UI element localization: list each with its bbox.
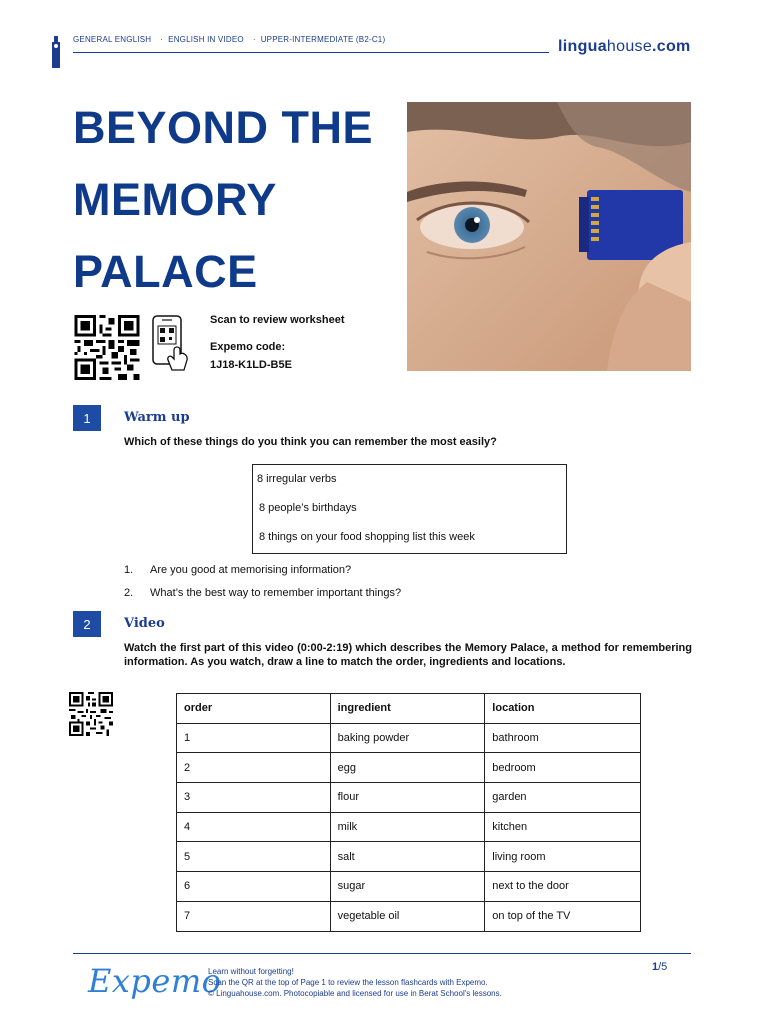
table-row	[177, 901, 641, 931]
column-header-location: location	[485, 694, 641, 724]
hero-photo-sd-card	[407, 102, 691, 371]
total-pages: /5	[658, 961, 668, 973]
breadcrumb-separator: ·	[160, 35, 164, 44]
footer-tagline: Learn without forgetting!	[208, 967, 294, 976]
page-title	[73, 92, 403, 308]
table-row	[177, 812, 641, 842]
table-cell: 1	[177, 723, 331, 753]
table-cell: living room	[485, 842, 641, 872]
scan-info	[210, 313, 345, 385]
column-header-order: order	[177, 694, 331, 724]
table-cell: 6	[177, 872, 331, 902]
brand-logo	[558, 38, 691, 56]
table-cell: bathroom	[485, 723, 641, 753]
scan-prompt: Scan to review worksheet	[210, 314, 345, 326]
qr-code-icon[interactable]	[73, 315, 141, 380]
table-cell: flour	[330, 783, 485, 813]
expemo-code-label: Expemo code:	[210, 341, 286, 353]
table-row	[177, 842, 641, 872]
table-cell: on top of the TV	[485, 901, 641, 931]
table-cell: 4	[177, 812, 331, 842]
current-page: 1	[652, 961, 659, 973]
page-number	[652, 961, 667, 973]
table-cell: garden	[485, 783, 641, 813]
table-cell: baking powder	[330, 723, 485, 753]
table-cell: bedroom	[485, 753, 641, 783]
list-item	[124, 587, 401, 610]
discussion-list	[124, 564, 401, 610]
table-cell: 5	[177, 842, 331, 872]
list-text: Are you good at memorising information?	[150, 564, 352, 576]
brand-part: lingua	[558, 38, 607, 55]
table-cell: milk	[330, 812, 485, 842]
title-line: MEMORY	[73, 174, 277, 225]
video-instructions: Watch the first part of this video (0:00-2:19) which describes the Memory Palace, a method for remembering information. As you watch, draw a line to match the order, ingredients and locations.	[124, 642, 692, 668]
choice-item: 8 irregular verbs	[257, 473, 337, 485]
table-cell: sugar	[330, 872, 485, 902]
choice-item: 8 things on your food shopping list this week	[259, 531, 475, 543]
breadcrumb	[73, 35, 389, 44]
table-cell: kitchen	[485, 812, 641, 842]
list-number: 1.	[124, 564, 134, 576]
table-cell: 2	[177, 753, 331, 783]
section-number-badge: 2	[73, 611, 101, 637]
table-row	[177, 872, 641, 902]
table-row	[177, 723, 641, 753]
section-title-video: Video	[124, 616, 165, 631]
section-number-badge: 1	[73, 405, 101, 431]
table-row	[177, 783, 641, 813]
section-title-warm-up: Warm up	[124, 410, 190, 425]
column-header-ingredient: ingredient	[330, 694, 485, 724]
header-divider	[73, 52, 549, 53]
breadcrumb-item: UPPER-INTERMEDIATE (B2-C1)	[260, 35, 386, 44]
footer-copyright: © Linguahouse.com. Photocopiable and licensed for use in Berat School's lessons.	[208, 989, 502, 998]
choices-box	[252, 464, 567, 554]
phone-scan-icon	[150, 314, 190, 372]
list-number: 2.	[124, 587, 134, 599]
table-cell: salt	[330, 842, 485, 872]
choice-item: 8 people’s birthdays	[259, 502, 357, 514]
table-cell: 3	[177, 783, 331, 813]
table-cell: egg	[330, 753, 485, 783]
expemo-logo: Expemo	[88, 962, 222, 1000]
list-item	[124, 564, 401, 587]
title-line: BEYOND THE	[73, 102, 374, 153]
table-cell: vegetable oil	[330, 901, 485, 931]
expemo-code: 1J18-K1LD-B5E	[210, 359, 292, 371]
big-ben-icon	[50, 36, 62, 68]
footer-divider	[73, 953, 691, 954]
table-header-row	[177, 694, 641, 724]
table-row	[177, 753, 641, 783]
table-cell: 7	[177, 901, 331, 931]
footer-instruction: Scan the QR at the top of Page 1 to review the lesson flashcards with Expemo.	[208, 978, 488, 987]
list-text: What’s the best way to remember important things?	[150, 587, 402, 599]
video-qr-code-icon[interactable]	[68, 692, 114, 736]
title-line: PALACE	[73, 246, 258, 297]
breadcrumb-separator: ·	[252, 35, 256, 44]
breadcrumb-item: ENGLISH IN VIDEO	[168, 35, 244, 44]
brand-part: .com	[652, 38, 691, 55]
matching-table	[176, 693, 641, 932]
warm-up-question: Which of these things do you think you can remember the most easily?	[124, 436, 497, 448]
brand-part: house	[606, 38, 653, 55]
footer-text	[208, 966, 502, 999]
breadcrumb-item: GENERAL ENGLISH	[73, 35, 152, 44]
table-cell: next to the door	[485, 872, 641, 902]
